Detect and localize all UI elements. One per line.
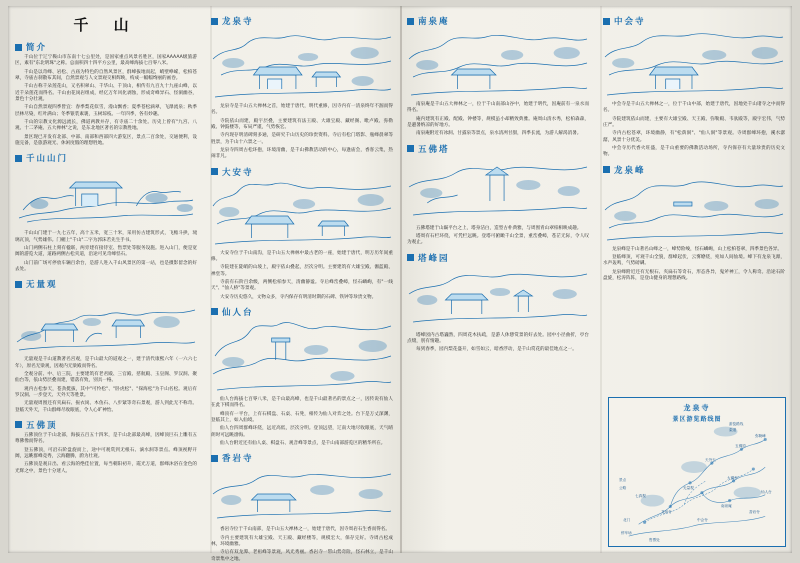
bullet-square-icon: [407, 18, 414, 25]
section-body-gate: [15, 231, 197, 273]
section-title: 中会寺: [614, 17, 646, 27]
map-title-line1: 龙泉寺: [683, 404, 711, 412]
map-label-wuliang: 无量观: [683, 486, 694, 490]
section-xiangyan-si: [211, 452, 393, 563]
paragraph: 峰顶有一平台，上有石棋盘、石桌、石凳，相传为仙人对弈之处。台下是万丈深渊，登临其上，如入仙境。: [211, 411, 393, 423]
section-title: 千山山门: [26, 154, 69, 165]
section-heading-gate: [15, 152, 197, 164]
section-qianshan-gate: [15, 152, 197, 273]
section-title: 香岩寺: [222, 454, 254, 465]
illustration-longquanfeng: [603, 178, 785, 244]
paragraph: 大安寺位于千山南沟，是千山五大禅林中最古老的一座，始建于唐代，明万历年间重修。: [211, 250, 393, 262]
illustration-zhonghui: [603, 29, 785, 99]
paragraph: 大安寺历史悠久，文物众多，寺内保存有明清时期的石碑、铁钟等珍贵文物。: [220, 294, 377, 300]
paragraph: 登临峰顶，可观千山全貌，群峰起伏，云雾缭绕，宛如人间仙境。峰下有龙泉飞瀑，水声轰鸣，气势磅礴。: [603, 254, 785, 267]
illustration-nanquan: [407, 29, 589, 99]
paragraph: 南泉庵是千山五大禅林之一，位于千山南部山谷中，始建于明代，因庵前有一泉水而得名。: [407, 102, 589, 114]
paragraph: 千山自然景观四季皆宜：春季梨花似雪，漫山飘香；夏季苍松滴翠，飞瀑流泉；秋季层林尽染，红叶满山；冬季银装素裹，玉树琼枝。一年四季，各有妙趣。: [15, 105, 197, 117]
section-nanquan-an: [407, 15, 589, 138]
bullet-square-icon: [15, 44, 22, 51]
section-title: 大安寺: [222, 167, 254, 178]
paragraph: 五佛顶是观日出、看云海的绝佳位置，每当朝阳初升，霞光万道，群峰沐浴在金色的光辉之中，景色十分迷人。: [15, 462, 197, 474]
section-xianren-tai: [211, 306, 393, 447]
section-wufo-ta: [407, 143, 589, 247]
bullet-square-icon: [211, 168, 218, 175]
bullet-square-icon: [407, 254, 414, 261]
paragraph: 五佛塔建于山巅平台之上，塔身洁白，造型古朴典雅，与周围青山翠柏相映成趣。: [416, 225, 582, 231]
map-drawing: [609, 398, 785, 546]
bullet-square-icon: [15, 281, 22, 288]
section-body-wuliang: [15, 357, 197, 414]
section-heading-wufoding: [15, 419, 197, 431]
section-longquan-si: [211, 15, 393, 161]
section-wuliang-guan: [15, 278, 197, 414]
paragraph: 全观分前、中、后三院，主要建筑有老君殿、三官殿、慈航殿、玉皇阁、罗汉洞、聚仙台等，依山势层叠而建，错落有致，别具一格。: [15, 371, 197, 384]
map-legend-route: 游览路线: [729, 422, 744, 426]
page-title: 千 山: [73, 16, 139, 34]
paragraph: 龙泉寺四周古松环抱，环境清幽，是千山佛教活动的中心，每逢庙会，香客云集，热闹非凡。: [211, 147, 393, 160]
section-heading-zhonghui: [603, 15, 785, 27]
section-title: 简介: [26, 43, 48, 53]
section-title: 五佛顶: [26, 420, 58, 431]
section-longquan-feng: [603, 164, 785, 283]
paragraph: 寺前有石阶百余级，两侧松柏参天，清幽静谧。寺后峰峦叠嶂，怪石嶙峋，有"一线天"、"仙人桥"等景观。: [211, 279, 393, 292]
section-title: 无量观: [26, 280, 58, 291]
paragraph: 寺内现存明清碑刻多通，是研究千山历史的珍贵资料。寺后有松门塔影、瓶峰晨翠等胜景，为千山十六景之一。: [211, 133, 393, 145]
bullet-square-icon: [15, 155, 22, 162]
map-legend-cable: 索道: [729, 428, 737, 432]
illustration-daan: [211, 180, 393, 248]
section-body-zhonghui: [603, 102, 785, 159]
paragraph: 庵内建筑有正殿、配殿、钟楼等，规模虽小却精致典雅。庵周山清水秀，松柏森森，是避暑纳凉的好地方。: [407, 116, 589, 128]
paragraph: 寺院建在陡峭的山坡上，殿宇依山叠起，层次分明。主要建筑有大雄宝殿、伽蓝殿、禅堂等。: [211, 265, 393, 277]
paragraph: 寺院建筑依山而建，主要有大雄宝殿、天王殿、弥勒殿、韦驮殿等，殿宇宏伟，气势庄严。: [603, 116, 785, 128]
section-body-xianren: [211, 397, 393, 447]
paragraph: 山门前广场可停放车辆百余台，是游人进入千山风景区的第一站，也是摄影留念的好去处。: [15, 260, 197, 272]
bullet-square-icon: [15, 421, 22, 428]
paragraph: 南泉庵附近有冰洞、甘露泉等景点，泉水清冽甘甜，四季长流，为游人解渴消暑。: [416, 131, 582, 137]
map-label-xiangyan: 香岩寺: [749, 510, 760, 514]
paragraph: 千山是以奇峰、岩松、古庙为特色的自然风景区，群峰拔地而起，峭壁峥嵘，松柏苍翠，寺庙古刹散布其间，自然景观与人文景观交相辉映，构成一幅幅绚丽的画卷。: [15, 69, 197, 81]
paragraph: 千山位于辽宁鞍山市东南十七公里处，是国家重点风景名胜区，国家AAAAA级旅游区，素有"东北明珠"之称。总面积四十四平方公里，最高峰海拔七百零八米。: [15, 55, 197, 67]
paragraph: 寺后有双龙潭、老祖峰等景观，风光秀丽。香岩寺一带山势奇险，怪石林立，是千山奇景集中之地。: [211, 550, 393, 562]
section-heading-nanquan: [407, 15, 589, 27]
bullet-square-icon: [211, 455, 218, 462]
illustration-xianren: [211, 320, 393, 394]
column-1: [8, 6, 204, 553]
map-label-tianwaitian: 天外天: [705, 458, 716, 462]
section-title: 龙泉寺: [222, 17, 254, 27]
paragraph: 无量观是千山道教著名宫观，是千山最大的道观之一，建于清代康熙六年（一六六七年），原名无梁观，因观内无梁殿而得名。: [15, 357, 197, 369]
paragraph: 山门两侧石柱上刻有楹联，两旁建有接待室、售票处等服务设施。进入山门，便是宽阔的游览大道，道路两侧古松夹道，沿途可见奇峰怪石。: [15, 245, 197, 258]
section-heading-wufota: [407, 143, 589, 155]
section-heading-tafeng: [407, 252, 589, 264]
paragraph: 中会寺是千山五大禅林之一，位于千山中部，始建于唐代，因地处千山诸寺之中而得名。: [603, 102, 785, 114]
column-2: [204, 6, 400, 562]
section-heading-longquan: [211, 15, 393, 27]
map-legend-site: 景点: [619, 478, 627, 482]
section-heading-daan: [211, 166, 393, 178]
paragraph: 仙人台附近还有仙人桌、棋盘石、观音峰等景点，是千山南部游览区的精华所在。: [220, 440, 386, 446]
illustration-longquan: [211, 29, 393, 101]
bullet-square-icon: [211, 18, 218, 25]
paragraph: 登五佛顶，可沿石阶盘旋而上，途中可观赏到无根石、滴水洞等景点。峰顶视野开阔，远眺群峰竞秀，云海翻腾，蔚为壮观。: [15, 447, 197, 459]
illustration-wufota: [407, 157, 589, 223]
section-title: 龙泉峰: [614, 165, 646, 176]
illustration-wuliang: [15, 292, 197, 354]
paragraph: 五佛顶位于千山北部，海拔五百五十四米，是千山北部最高峰，因峰顶巨石上雕有五尊佛像而得名。: [15, 432, 197, 445]
paragraph: 千山的宗教文化源远流长，佛道两教并存，有寺庙二十余处。历史上曾有"九宫、八观、十二茅庵、五大禅林"之说，是东北地区著名的宗教胜地。: [15, 119, 197, 132]
section-body-longquanfeng: [603, 247, 785, 283]
paragraph: 千山山门建于一九七五年，高十五米，宽三十米，采用仿古建筑形式，飞檐斗拱，琉璃瓦顶，气势雄伟。门楣上"千山"二字为郭沫若先生手书。: [15, 231, 197, 243]
section-title: 塔峰园: [418, 253, 450, 264]
map-label-zhonghui: 中会寺: [697, 518, 708, 522]
paragraph: 千山古称千朵莲花山，又名积翠山、千华山、千顶山，相传有九百九十九座山峰，以近千朵莲花而得名。千山由花岗岩组成，经亿万年风化剥蚀，形成奇峰异石、怪洞幽谷，景色十分壮观。: [15, 84, 197, 102]
map-label-wufoding: 五佛顶: [735, 444, 746, 448]
map-label-dafo: 大佛寺: [727, 476, 738, 480]
paragraph: 寺内古松苍翠，环境幽静，有"松荫洞"、"仙人洞"等景观。寺周群峰环抱，溪水潺潺，风景十分优美。: [603, 131, 785, 143]
section-body-wufoding: [15, 433, 197, 475]
section-title: 南泉庵: [418, 17, 450, 27]
section-intro: [15, 41, 197, 147]
paragraph: 每到春季，园内梨花盛开，如雪如云，暗香浮动，是千山赏花的最佳地点之一。: [416, 347, 577, 353]
paragraph: 香岩寺位于千山南部，是千山五大禅林之一，始建于唐代，因寺周岩石生香而得名。: [220, 527, 390, 533]
map-label-longquan: 龙泉寺: [661, 510, 672, 514]
paragraph: 龙泉寺是千山五大禅林之首，始建于唐代，明代重修，因寺内有一清泉终年不涸而得名。: [211, 104, 393, 116]
paragraph: 中会寺历代香火旺盛，是千山重要的佛教活动场所，寺内保存有大量珍贵的历史文物。: [603, 145, 785, 158]
map-label-qizhenguan: 七真观: [635, 494, 646, 498]
map-label-mile-peak: 弥勒峰: [755, 434, 766, 438]
bullet-square-icon: [603, 18, 610, 25]
section-zhonghui-si: [603, 15, 785, 159]
section-tamu-feng: [407, 252, 589, 354]
paragraph: 仙人台海拔七百零八米，是千山最高峰，也是千山最著名的景点之一，因传说有仙人在此下棋而得名。: [211, 396, 393, 409]
section-title: 五佛塔: [418, 144, 450, 155]
section-body-wufota: [407, 226, 589, 247]
section-body-xiangyan: [211, 527, 393, 563]
section-body-nanquan: [407, 102, 589, 138]
section-heading-longquanfeng: [603, 164, 785, 176]
map-label-nanquan: 南泉庵: [721, 504, 732, 508]
map-label-ticket: 售票处: [649, 538, 660, 542]
paragraph: 塔峰园内古塔巍然，四周花木扶疏，是游人休憩赏景的好去处。园中小径曲折，亭台点缀，别有情趣。: [407, 332, 589, 344]
paragraph: 塔周有石栏环绕，可凭栏远眺。登塔可俯瞰千山全景，重峦叠嶂，苍茫无际，令人叹为观止。: [407, 233, 589, 246]
paragraph: 寺院依山而建，殿宇层叠，主要建筑有法王殿、大雄宝殿、藏经阁、毗卢殿、弥勒殿、钟鼓楼等，布局严谨，气势恢宏。: [211, 118, 393, 130]
bullet-square-icon: [603, 166, 610, 173]
section-heading-xianren: [211, 306, 393, 318]
map-label-xianrentai: 仙人台: [761, 490, 772, 494]
illustration-xiangyan: [211, 466, 393, 524]
section-heading-intro: [15, 41, 197, 53]
column-3: [400, 6, 596, 553]
map-label-parking: 停车场: [621, 531, 632, 535]
bullet-square-icon: [407, 145, 414, 152]
paragraph: 龙泉峰是千山著名山峰之一，峰势险峻，怪石嶙峋，山上松柏苍翠，四季景色各异。: [612, 246, 782, 252]
section-wufo-ding: [15, 419, 197, 475]
tour-route-map[interactable]: [608, 397, 786, 547]
section-heading-wuliang: [15, 278, 197, 290]
illustration-tafeng: [407, 266, 589, 330]
paragraph: 龙泉峰附近还有无根石、夹扁石等奇石，形态各异，鬼斧神工，令人称奇。沿途石阶盘旋，松涛阵阵，是登山健身的理想路线。: [603, 269, 785, 281]
section-body-tafeng: [407, 333, 589, 354]
paragraph: 无量观周围还有夹扁石、振衣岗、木鱼石、八步紧等奇石景观，游人到此无不称奇。登临天外天，千山群峰尽收眼底，令人心旷神怡。: [15, 401, 197, 413]
brochure-sheet: [8, 6, 792, 562]
section-body-intro: [15, 55, 197, 147]
paragraph: 寺内主要建筑有大雄宝殿、天王殿、藏经楼等，规模宏大，保存完好。寺周古松成林，环境幽雅。: [211, 535, 393, 547]
map-label-north-gate: 北门: [623, 518, 631, 522]
section-daan-si: [211, 166, 393, 301]
paragraph: 仙人台四周群峰环绕，远近高低，层次分明。登顶远望，辽南大地尽收眼底，天气晴朗时可远眺渤海。: [211, 426, 393, 438]
illustration-gate: [15, 166, 197, 228]
section-body-longquan: [211, 104, 393, 161]
paragraph: 观内古松参天，苍劲挺拔，其中"可怜松"、"卧虎松"、"探海松"为千山名松。观后有罗汉洞、一步登天、天外天等胜景。: [15, 386, 197, 398]
map-title-line2: 景区游览路线图: [672, 416, 722, 423]
section-title: 仙人台: [222, 307, 254, 318]
paragraph: 景区现已开发有北部、中部、南部和西部四大游览区，景点二百余处，交通便利，设施完备，是旅游观光、休闲度假的理想胜地。: [15, 134, 197, 146]
section-heading-xiangyan: [211, 452, 393, 464]
section-body-daan: [211, 251, 393, 301]
map-legend-road: 公路: [619, 486, 627, 490]
bullet-square-icon: [211, 308, 218, 315]
